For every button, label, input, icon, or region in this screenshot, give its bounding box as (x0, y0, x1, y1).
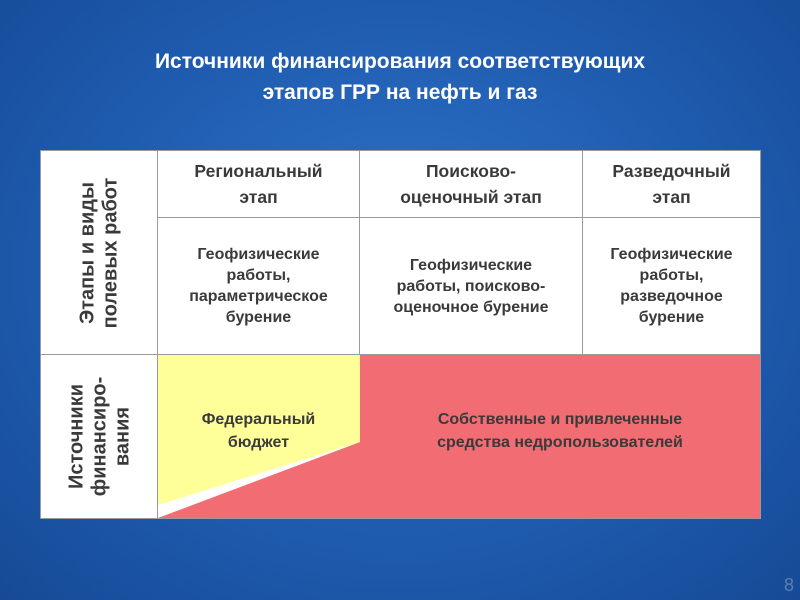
works-line: оценочное бурение (393, 298, 549, 316)
federal-budget-line-2: бюджет (227, 434, 290, 451)
works-exploration (583, 218, 760, 354)
row-header-funding-line-1: Источники (65, 383, 87, 490)
stage-header-line-1: Поисково- (425, 161, 516, 181)
own-funds-label (360, 408, 760, 454)
stage-header-line-2: оценочный этап (400, 187, 542, 207)
row-header-stages-line-1: Этапы и виды (76, 181, 99, 324)
own-funds-line-1: Собственные и привлеченные (437, 411, 683, 428)
row-header-stages (41, 151, 158, 354)
row-header-funding-line-3: вания (111, 406, 133, 467)
funding-table (40, 150, 761, 519)
works-line: работы, (639, 267, 704, 284)
stage-header-exploration (583, 151, 760, 217)
works-line: Геофизические (610, 246, 733, 263)
works-line: параметрическое (189, 288, 328, 305)
slide-title (40, 46, 760, 108)
federal-budget-line-1: Федеральный (201, 411, 316, 428)
stage-header-regional (158, 151, 359, 217)
row-header-funding (41, 355, 158, 518)
row-header-stages-line-2: полевых работ (99, 177, 122, 328)
row-header-funding-line-2: финансиро- (88, 376, 110, 497)
slide-title-line-1: Источники финансирования соответствующих (154, 50, 646, 73)
works-line: Геофизические (197, 246, 320, 263)
works-line: Геофизические (409, 256, 533, 274)
works-line: работы, поисково- (396, 277, 546, 295)
stage-header-prospecting (360, 151, 582, 217)
page-number: 8 (783, 575, 794, 595)
stage-header-line-1: Разведочный (612, 161, 731, 181)
works-line: разведочное (620, 288, 723, 305)
works-line: бурение (638, 309, 705, 326)
stage-header-line-2: этап (652, 187, 691, 207)
works-line: работы, (226, 267, 291, 284)
works-prospecting (360, 218, 582, 354)
works-line: бурение (225, 309, 292, 326)
slide-title-line-2: этапов ГРР на нефть и газ (262, 81, 538, 104)
stage-header-line-2: этап (239, 187, 278, 207)
stage-header-line-1: Региональный (194, 161, 323, 181)
own-funds-line-2: средства недропользователей (437, 434, 683, 451)
works-regional (158, 218, 359, 354)
federal-budget-label (158, 408, 359, 454)
